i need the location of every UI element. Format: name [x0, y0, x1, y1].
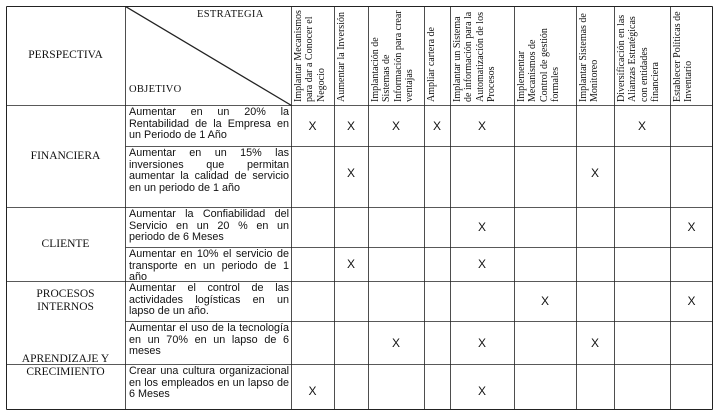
mark-x: X: [477, 384, 486, 398]
objective-cell: Aumentar la Confiabilidad del Servicio en un 20 % en un periodo de 6 Meses: [129, 208, 289, 244]
strategy-header-2: [334, 6, 368, 105]
strategy-label: Diversificación en las Alianzas Estratégicas con entidades financiera: [616, 14, 661, 102]
strategy-header-7: [576, 6, 614, 105]
mark-x: X: [308, 118, 317, 133]
strategy-objective-matrix: [6, 6, 713, 410]
mark-x: X: [346, 118, 355, 133]
mark-x: X: [590, 335, 599, 350]
strategy-label: Establecer Políticas de Inventario: [672, 11, 695, 102]
objective-cell: Aumentar en un 20% la Rentabilidad de la Empresa en un Periodo de 1 Año: [129, 106, 289, 142]
objective-cell: Aumentar en un 15% las inversiones que permitan aumentar la calidad de servicio en un periodo de 1 año: [129, 147, 289, 194]
strategy-label: Implantar un Sistema de información para la Automatización de los Procesos: [452, 11, 497, 102]
mark-x: X: [687, 220, 696, 234]
mark-x: X: [477, 118, 486, 133]
strategy-header-9: [670, 6, 713, 105]
strategy-header-8: [614, 6, 670, 105]
perspective-cell: FINANCIERA: [30, 149, 101, 162]
mark-x: X: [540, 294, 549, 308]
strategy-header-4: [424, 6, 450, 105]
objective-cell: Aumentar el uso de la tecnología en un 70% en un lapso de 6 meses: [129, 322, 289, 358]
mark-x: X: [477, 220, 486, 234]
mark-x: X: [308, 384, 317, 398]
mark-x: X: [687, 294, 696, 308]
strategy-header-5: [450, 6, 514, 105]
estrategia-header: ESTRATEGIA: [197, 9, 264, 20]
objective-cell: Crear una cultura organizacional en los empleados en un lapso de 6 Meses: [129, 365, 289, 401]
perspective-cell: PROCESOS INTERNOS: [36, 288, 95, 313]
mark-x: X: [637, 118, 646, 133]
objective-cell: Aumentar en 10% el servicio de transporte en un periodo de 1 año: [129, 248, 289, 282]
mark-x: X: [391, 118, 400, 133]
mark-x: X: [477, 335, 486, 350]
objetivo-header: OBJETIVO: [129, 84, 182, 95]
mark-x: X: [477, 257, 486, 271]
strategy-label: Aumentar la Inversión: [336, 12, 347, 102]
strategy-label: Implantar Sistemas de Monitoreo: [578, 13, 601, 102]
mark-x: X: [432, 118, 441, 133]
objective-cell: Aumentar el control de las actividades logísticas en un lapso de un año.: [129, 282, 289, 318]
strategy-label: Ampliar cartera de: [426, 27, 437, 102]
strategy-header-3: [368, 6, 424, 105]
mark-x: X: [346, 166, 355, 180]
strategy-label: Implementar Mecanismos de Control de gestión formales: [516, 28, 561, 102]
mark-x: X: [391, 335, 400, 350]
strategy-header-6: [514, 6, 576, 105]
perspective-cell: CLIENTE: [41, 237, 90, 250]
mark-x: X: [346, 257, 355, 271]
mark-x: X: [590, 166, 599, 180]
strategy-label: Implantación de Sistemas de Información para crear ventajas: [370, 10, 415, 102]
strategy-header-1: [291, 6, 334, 105]
perspectiva-header: PERSPECTIVA: [28, 49, 103, 61]
strategy-label: Implantar Mecanismos para dar a Conocer el Negocio: [293, 10, 327, 102]
perspective-cell: APRENDIZAJE Y CRECIMIENTO: [21, 352, 110, 378]
